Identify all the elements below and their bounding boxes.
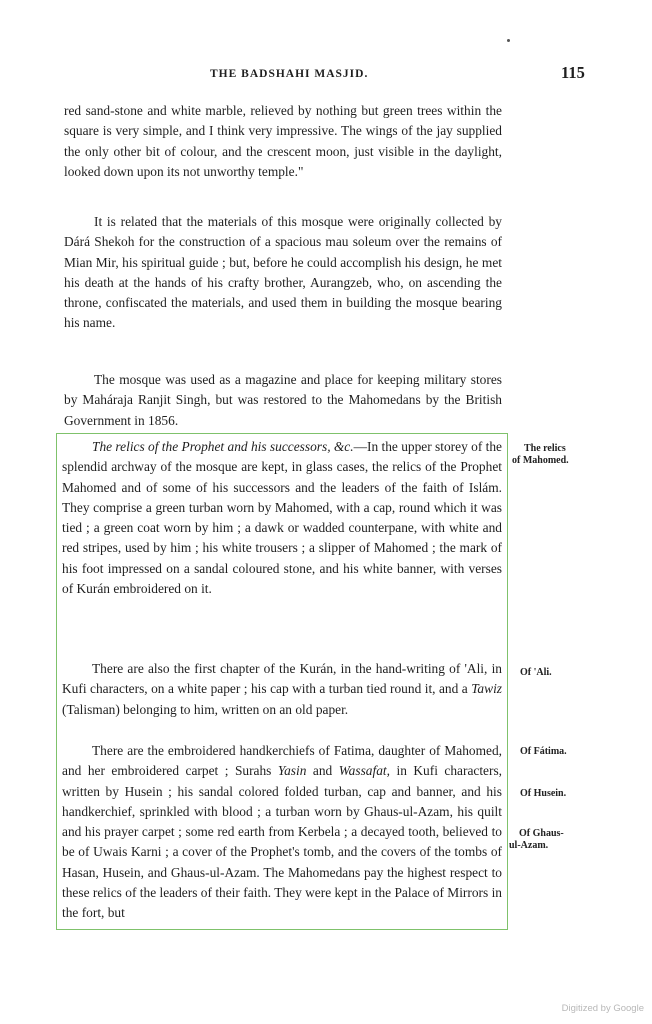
- fatima-yasin: Yasin: [277, 763, 307, 779]
- page-number: 115: [561, 63, 585, 82]
- margin-note-relics-line1: The relics: [524, 443, 566, 454]
- paragraph-ali: [62, 659, 502, 720]
- ali-tawiz: Tawiz: [471, 681, 502, 697]
- ink-speck: [507, 39, 510, 42]
- relics-body: —In the upper storey of the splendid archway of the mosque are kept, in glass cases, the relics of the Prophet Mahomed and of some of his successors and the leaders of the faith of Islám. They comprise a green turban worn by Mahomed, with a cap, round which it was tied ; a green coat worn by him ; a dawk or wadded counterpane, with white and red stripes, used by him ; his white trousers ; a slipper of Mahomed ; the mark of his foot impressed on a sandal coloured stone, and his white banner, with verses of Kurán embroidered on it.: [62, 439, 502, 597]
- ali-text-a: There are also the first chapter of the Kurán, in the hand-writing of 'Ali, in Kufi characters, on a white paper ; his cap with a turban tied round it, and a: [62, 661, 502, 697]
- relics-lead: The relics of the Prophet and his successors, &c.: [92, 439, 354, 454]
- paragraph-relics: [62, 437, 502, 599]
- paragraph-sandstone: red sand-stone and white marble, relieved by nothing but green trees within the square is very simple, and I think very impressive. The wings of the jay supplied the only other bit of colour, and the crescent moon, just visible in the daylight, looked down upon its not unworthy temple.": [64, 103, 502, 179]
- margin-note-ghaus-line1: Of Ghaus-: [519, 828, 564, 839]
- fatima-wassafat: Wassafat,: [338, 763, 390, 779]
- margin-note-ghaus: [509, 828, 579, 852]
- margin-note-ghaus-line2: ul-Azam.: [509, 840, 549, 851]
- margin-note-ali: Of 'Ali.: [520, 667, 552, 678]
- paragraph-fatima: [62, 741, 502, 924]
- paragraph-magazine: The mosque was used as a magazine and place for keeping military stores by Maháraja Ranjit Singh, but was restored to the Mahomedans by the British Government in 1856.: [64, 372, 502, 428]
- margin-note-husein: Of Husein.: [520, 788, 567, 799]
- paragraph-materials: It is related that the materials of this mosque were originally collected by Dárá Shekoh for the construction of a spacious mau soleum over the remains of Mian Mir, his spiritual guide ; but, before he could accomplish his design, he met his death at the hands of his crafty brother, Aurangzeb, who, on ascending the throne, confiscated the materials, and used them in building the mosque bearing his name.: [64, 214, 502, 331]
- margin-note-relics: [512, 443, 586, 467]
- fatima-text-a: There are the embroidered handkerchiefs of Fatima, daughter of Mahomed, and her embroidered carpet ; Surahs: [62, 743, 502, 779]
- fatima-text-c: in Kufi characters, written by Husein ; his sandal colored folded turban, cap and banner, and his handkerchief, sprinkled with blood ; a turban worn by Ghaus-ul-Azam, his quilt and his prayer carpet ; some red earth from Kerbela ; a decayed tooth, believed to be of Uwais Karni ; a cover of the Prophet's tomb, and the covers of the tombs of Hasan, Husein, and Ghaus-ul-Azam. The Mahomedans pay the highest respect to these relics of the leaders of their faith. They were kept in the Palace of Mirrors in the fort, but: [62, 763, 503, 921]
- margin-note-fatima: Of Fátima.: [520, 746, 567, 757]
- fatima-text-b: and: [306, 763, 339, 779]
- running-title: THE BADSHAHI MASJID.: [210, 68, 369, 80]
- margin-note-relics-line2: of Mahomed.: [512, 455, 569, 466]
- ali-text-b: (Talisman) belonging to him, written on an old paper.: [62, 701, 349, 717]
- digitized-watermark: Digitized by Google: [561, 1003, 644, 1014]
